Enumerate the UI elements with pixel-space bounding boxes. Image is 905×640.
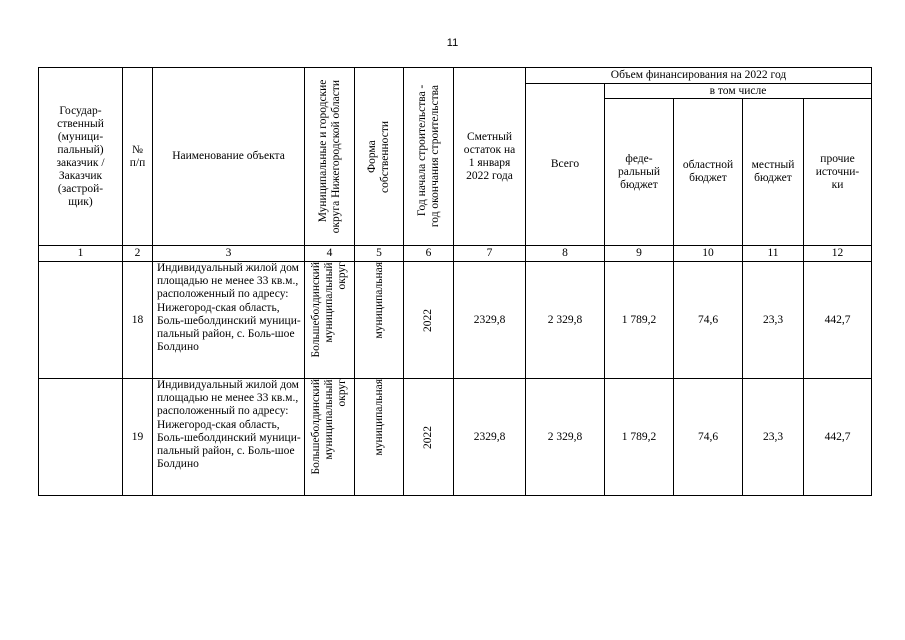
column-number: 1 [39,246,123,262]
header-including: в том числе [605,84,872,99]
cell-number: 18 [123,262,153,379]
cell-total: 2 329,8 [526,262,605,379]
header-regional: областной бюджет [674,99,743,246]
column-number: 9 [605,246,674,262]
cell-years: 2022 [404,262,454,379]
header-financing: Объем финансирования на 2022 год [526,68,872,84]
column-number: 11 [743,246,804,262]
cell-years: 2022 [404,379,454,496]
column-number: 2 [123,246,153,262]
column-number: 4 [305,246,355,262]
column-number: 3 [153,246,305,262]
cell-object-name: Индивидуальный жилой дом площадью не менее 33 кв.м., расположенный по адресу: Нижегород-ская область, Боль-шеболдинский муници-пальный район, с. Боль-шое Болдино [153,379,305,496]
cell-other: 442,7 [804,379,872,496]
cell-municipality: Большеболдинский муниципальный округ [305,379,355,496]
cell-regional: 74,6 [674,379,743,496]
header-federal: феде- ральный бюджет [605,99,674,246]
cell-local: 23,3 [743,262,804,379]
cell-federal: 1 789,2 [605,262,674,379]
column-number: 10 [674,246,743,262]
page-number: 11 [446,37,459,49]
header-local: местный бюджет [743,99,804,246]
column-number-row [39,246,872,262]
header-municipality: Муниципальные и городские округа Нижегородской области [305,68,355,246]
column-number: 8 [526,246,605,262]
header-years: Год начала строительства - год окончания строительства [404,68,454,246]
cell-municipality: Большеболдинский муниципальный округ [305,262,355,379]
cell-other: 442,7 [804,262,872,379]
cell-ownership: муниципальная [355,379,404,496]
header-total: Всего [526,84,605,246]
header-customer: Государ- ственный (муници- пальный) заказчик / Заказчик (застрой- щик) [39,68,123,246]
cell-customer [39,262,123,379]
table-row [39,379,872,496]
column-number: 6 [404,246,454,262]
cell-estimate-balance: 2329,8 [454,262,526,379]
column-number: 5 [355,246,404,262]
cell-local: 23,3 [743,379,804,496]
header-estimate-balance: Сметный остаток на 1 января 2022 года [454,68,526,246]
cell-regional: 74,6 [674,262,743,379]
header-other: прочие источни- ки [804,99,872,246]
cell-total: 2 329,8 [526,379,605,496]
header-ownership: Форма собственности [355,68,404,246]
financing-table [38,67,872,496]
column-number: 12 [804,246,872,262]
cell-customer [39,379,123,496]
cell-number: 19 [123,379,153,496]
column-number: 7 [454,246,526,262]
header-object-name: Наименование объекта [153,68,305,246]
table-row [39,262,872,379]
cell-ownership: муниципальная [355,262,404,379]
header-number: № п/п [123,68,153,246]
cell-estimate-balance: 2329,8 [454,379,526,496]
cell-object-name: Индивидуальный жилой дом площадью не менее 33 кв.м., расположенный по адресу: Нижегород-ская область, Боль-шеболдинский муници-пальный район, с. Боль-шое Болдино [153,262,305,379]
cell-federal: 1 789,2 [605,379,674,496]
